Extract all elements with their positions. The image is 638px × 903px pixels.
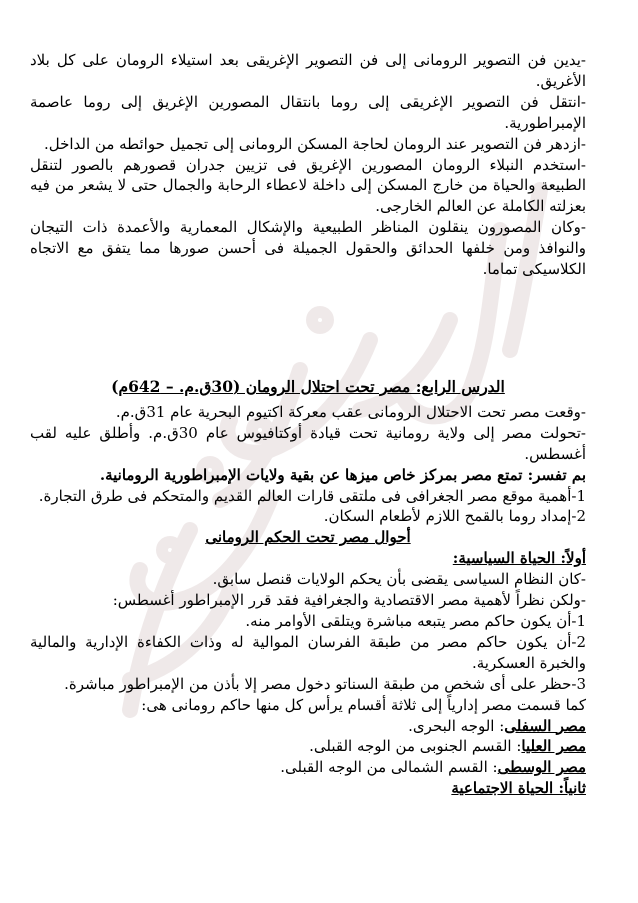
division-intro: كما قسمت مصر إدارياً إلى ثلاثة أقسام يرأس كل منها حاكم رومانى هى: [141,695,586,714]
intro-line-2: -انتقل فن التصوير الإغريقى إلى روما بانتقال المصورين الإغريق إلى روما عاصمة الإمبراطورية. [30,92,586,132]
division-upper-text: : القسم الجنوبى من الوجه القبلى. [309,737,522,756]
intro-line-1: -يدين فن التصوير الرومانى إلى فن التصوير الإغريقى بعد استيلاء الرومان على كل بلاد الأغريق. [30,51,586,90]
intro-line-3: -ازدهر فن التصوير عند الرومان لحاجة المسكن الرومانى إلى تجميل حوائطه من الداخل. [43,134,586,153]
division-lower-label: مصر السفلى [504,716,586,735]
line-2: -تحولت مصر إلى ولاية رومانية تحت قيادة أوكتافيوس عام 30ق.م. وأطلق عليه لقب أغسطس. [30,423,587,463]
reason-2: 2-إمداد روما بالقمح اللازم لأطعام السكان. [323,507,586,526]
decision-3: 3-حظر على أى شخص من طبقة السناتو دخول مصر إلا بأذن من الإمبراطور مباشرة. [64,674,586,693]
division-lower-text: : الوجه البحرى. [408,716,505,735]
section-heading: أحوال مصر تحت الحكم الرومانى [205,528,411,547]
lesson-title-suffix: ) [111,377,119,396]
lesson-title-range: 30ق.م. – 642م [118,377,233,396]
decision-1: 1-أن يكون حاكم مصر يتبعه مباشرة ويتلقى الأوامر منه. [245,611,586,630]
division-upper-label: مصر العليا [521,737,586,756]
intro-line-4: -استخدم النبلاء الرومان المصورين الإغريق فى تزيين جدران قصورهم بالصور لتنقل الطبيعة والحياة من خارج المسكن إلى داخلة لاعطاء الرحابة والجمال حتى لا يشعر من فيه بعزلته الكاملة عن العالم الخارجى. [30,155,586,216]
division-lower [30,716,586,737]
explain-heading: بم تفسر: تمتع مصر بمركز خاص ميزها عن بقية ولايات الإمبراطورية الرومانية. [99,465,586,484]
lesson-title-prefix: الدرس الرابع: مصر تحت احتلال الرومان ( [233,377,505,396]
political-life-heading: أولاً: الحياة السياسية: [452,549,586,568]
political-line-2: -ولكن نظراً لأهمية مصر الاقتصادية والجغرافية فقد قرر الإمبراطور أغسطس: [112,591,586,610]
division-middle-label: مصر الوسطى [497,758,586,777]
division-middle-text: : القسم الشمالى من الوجه القبلى. [280,758,498,777]
line-1: -وقعت مصر تحت الاحتلال الرومانى عقب معركة اكتيوم البحرية عام 31ق.م. [115,402,586,421]
intro-section [30,50,586,280]
political-line-1: -كان النظام السياسى يقضى بأن يحكم الولايات قنصل سابق. [212,570,586,589]
division-upper [30,736,586,757]
lesson-title [30,377,586,398]
decision-2: 2-أن يكون حاكم مصر من طبقة الفرسان الموالية له وذات الكفاءة الإدارية والمالية والخبرة العسكرية. [30,632,586,672]
division-middle [30,757,586,778]
social-life-heading: ثانياً: الحياة الاجتماعية [451,779,586,798]
reason-1: 1-أهمية موقع مصر الجغرافى فى ملتقى قارات العالم القديم والمتحكم فى طرق التجارة. [38,486,586,505]
intro-line-5: -وكان المصورون ينقلون المناظر الطبيعية والإشكال المعمارية والأعمدة ذات التيجان والنوافذ ومن خلفها الحدائق والحقول الجميلة فى أحسن صورها مما يتفق مع الاتجاه الكلاسيكى تماما. [30,218,586,279]
lesson-section [30,377,586,799]
